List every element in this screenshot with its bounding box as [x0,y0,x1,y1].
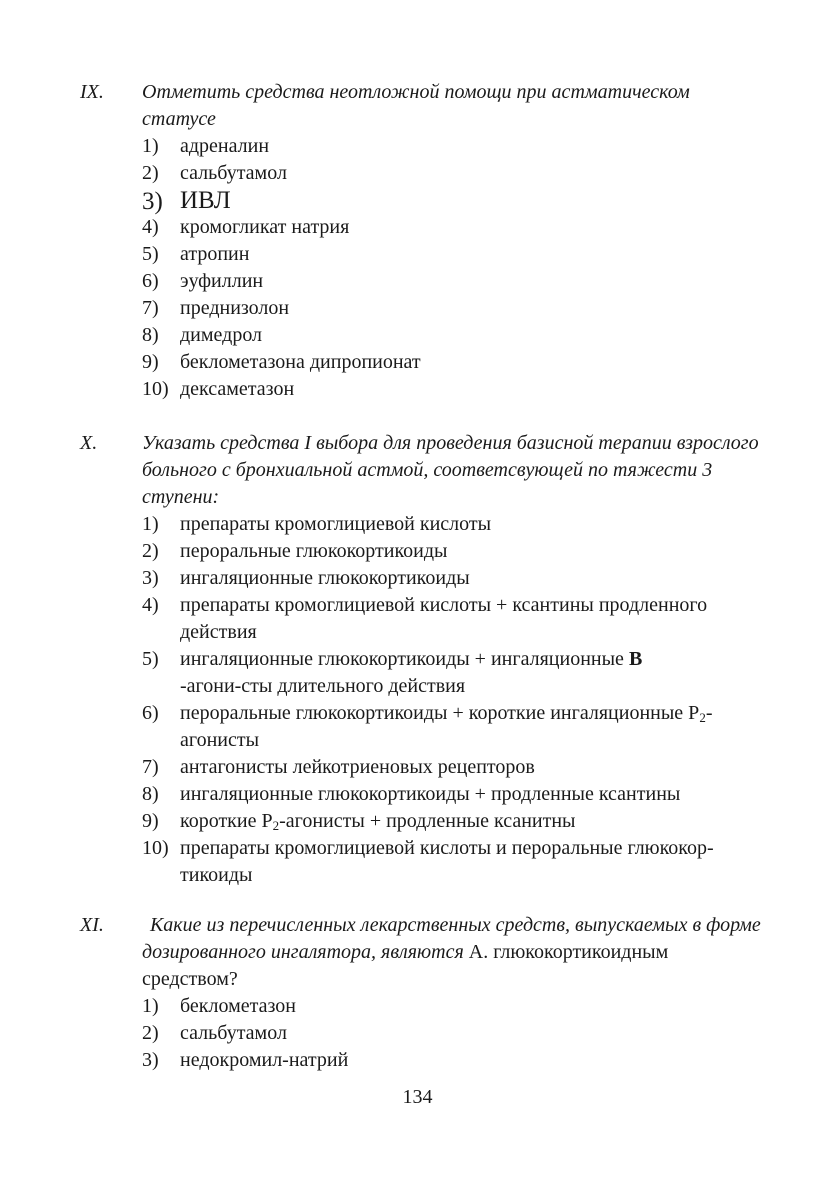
question-text: Отметить средства неотложной помощи при астматическом статусе [142,81,690,130]
question-number: X. [80,432,98,454]
question-number: XI. [80,914,104,936]
document-page: IX. Отметить средства неотложной помощи при астматическом статусе 1) адреналин 2) сальбутамол 3) ИВЛ 4) кромогликат натрия 5) атропин 6) эуфиллин 7) преднизолон 8) димедрол 9) беклометазона дипропионат 10) дексаметазон X. Указать средства I выбора для проведения базисной терапии взрослого больного с бронхиальной астмой, соответсвующей по тяжести 3 ступени: 1) препараты кромоглициевой кислоты 2) пероральные глюкокортикоиды 3) ингаляционные глюкокортикоиды 4) препараты кромоглициевой кислоты + ксантины продленного действия 5) ингаляционные глюкокортикоиды + ингаляционные В -агони-сты длительного действия 6) пероральные глюкокортикоиды + короткие ингаляционные $Р_2$-агонисты 7) антагонисты лейкотриеновых рецепторов 8) ингаляционные глюкокортикоиды + продленные ксантины 9) короткие $Р_2$-агонисты + продленные ксанитны 10) препараты кромоглициевой кислоты и пероральные глюкокор-тикоиды XI. Какие из перечисленных лекарственных средств, выпускаемых в форме дозированного ингалятора, являются А. глюкокортикоидным средством? 1) беклометазон 2) сальбутамол 3) недокромил-натрий 134 [0,0,835,1190]
question-text: Какие из перечисленных лекарственных средств, выпускаемых в форме дозированного ингалятора, являются А. глюкокортикоидным средством? [142,914,761,990]
question-number: IX. [80,81,104,103]
question-text: Указать средства I выбора для проведения базисной терапии взрослого больного с бронхиальной астмой, соответсвующей по тяжести 3 ступени: [142,432,759,508]
page-number: 134 [402,1086,433,1108]
